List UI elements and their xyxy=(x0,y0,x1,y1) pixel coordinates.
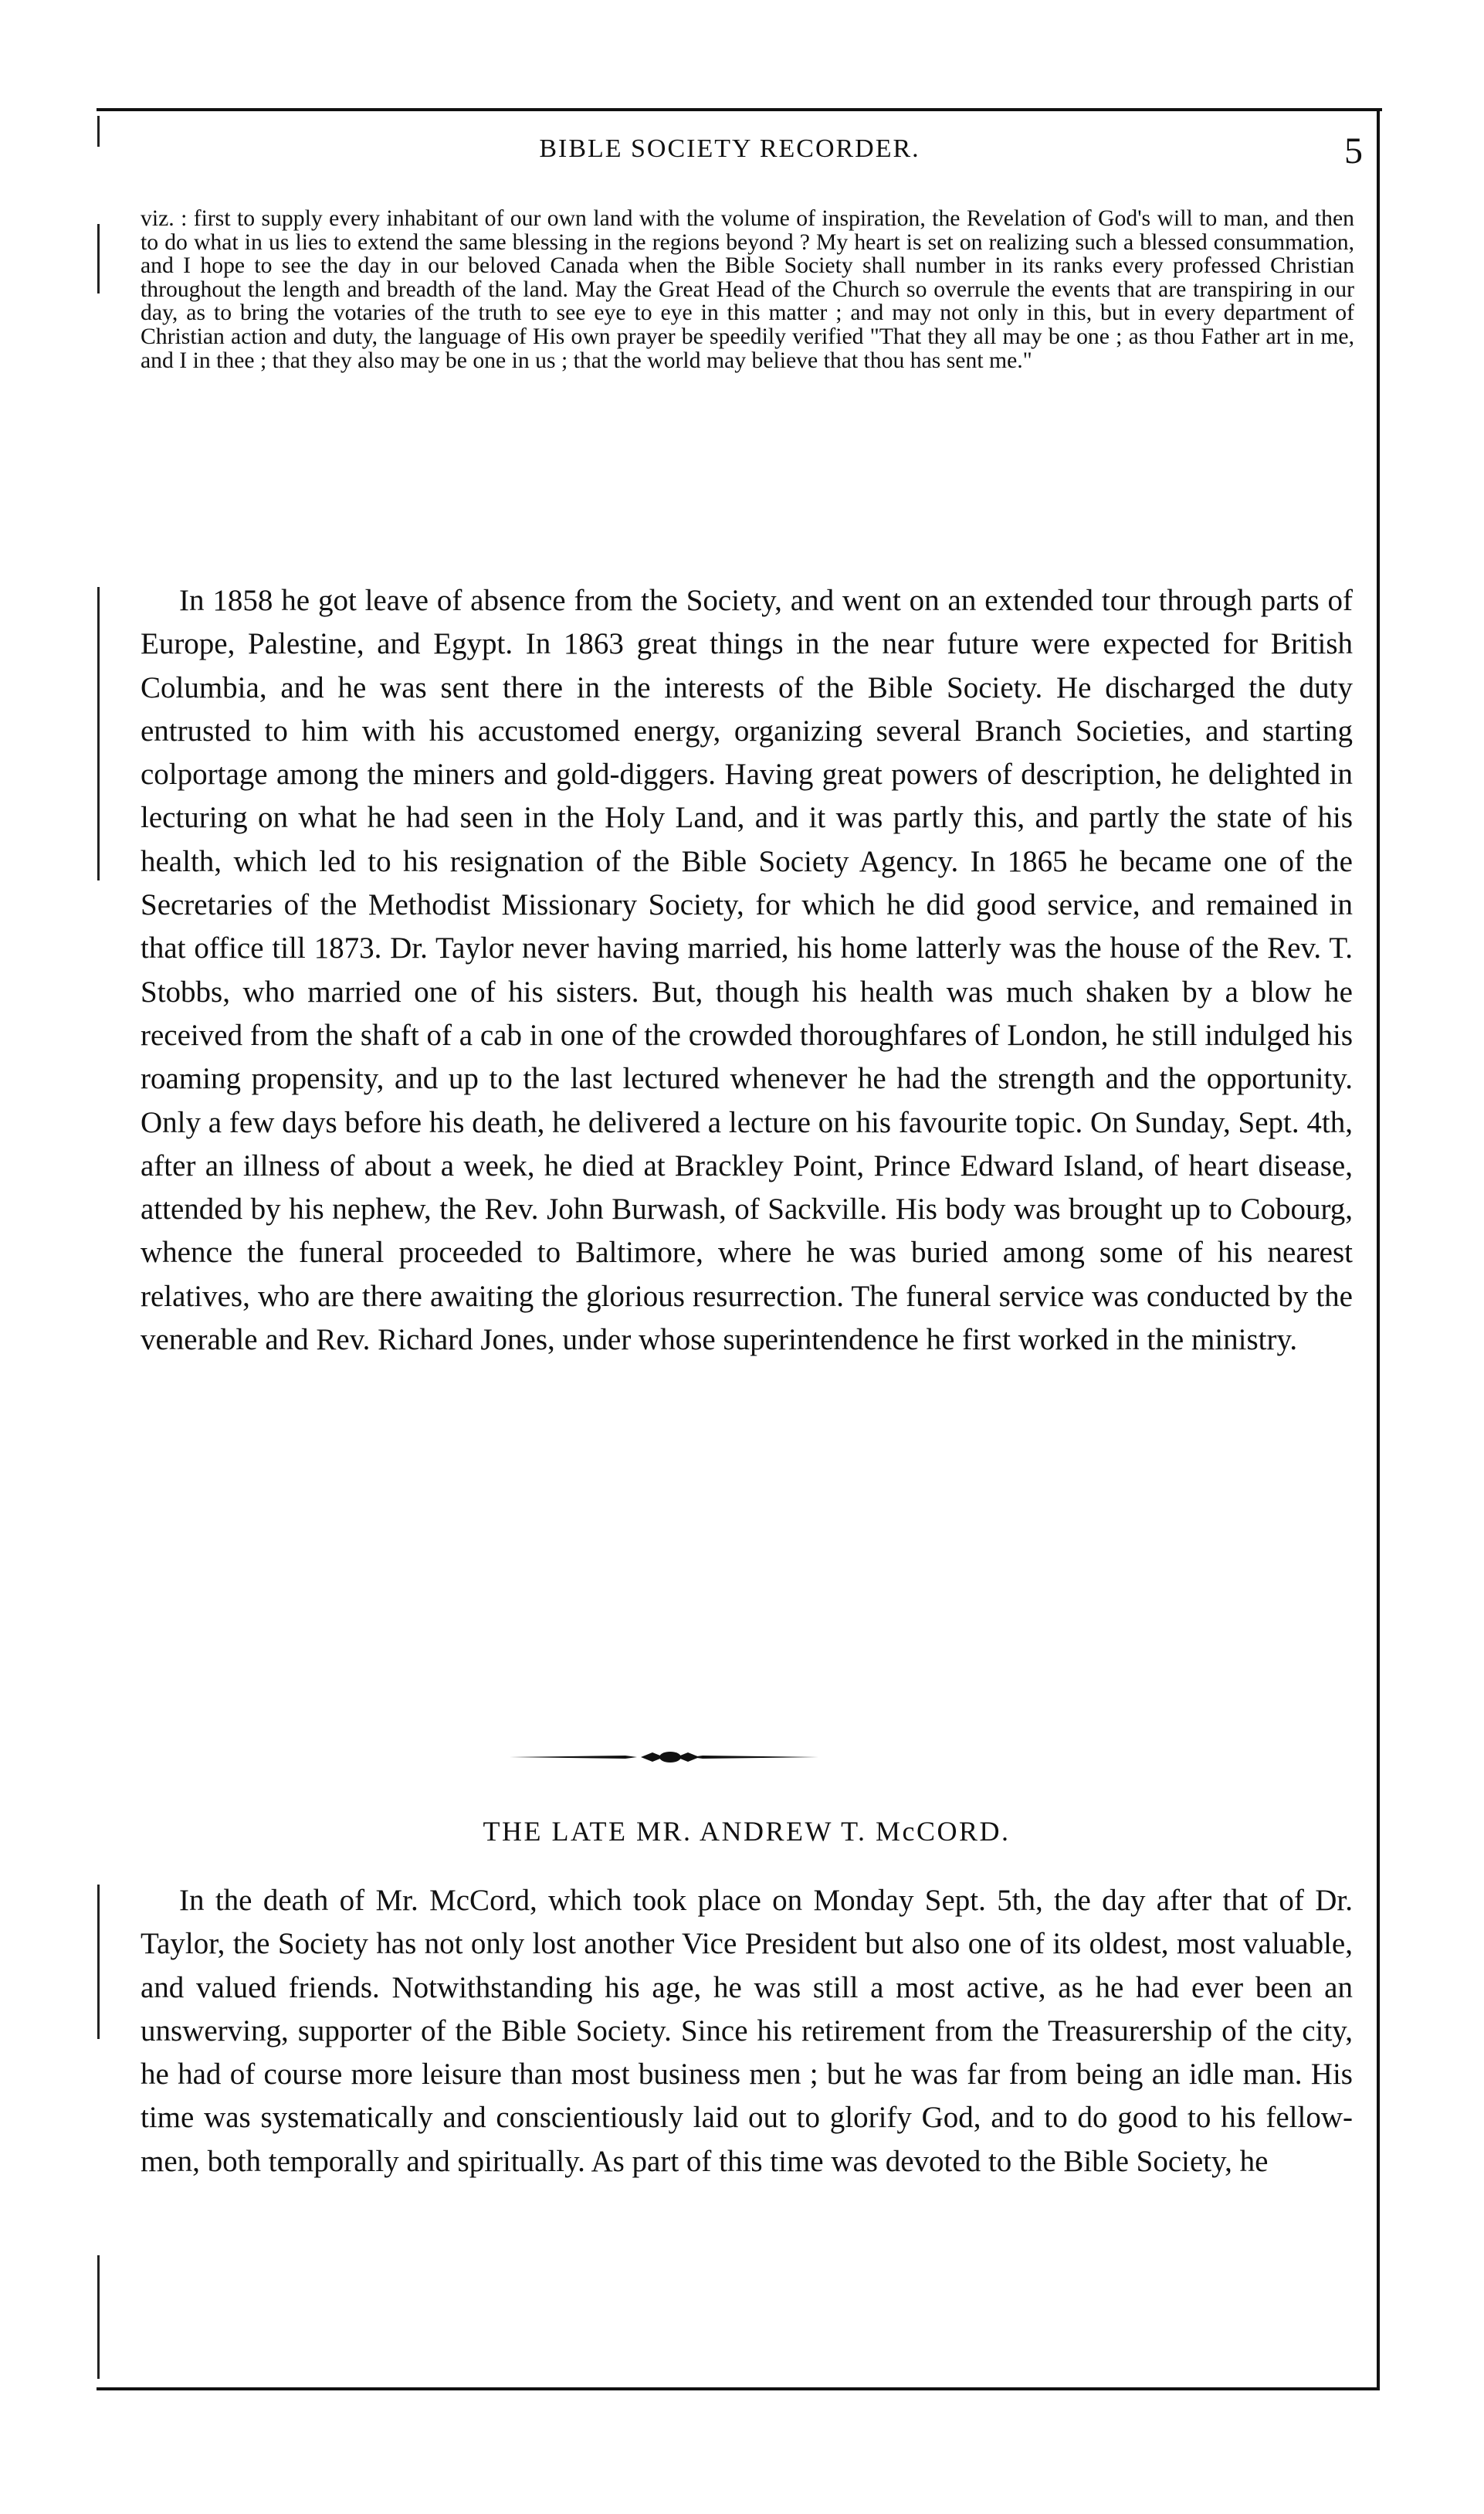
section-heading: THE LATE MR. ANDREW T. McCORD. xyxy=(483,1816,1011,1847)
left-edge-mark xyxy=(97,1885,100,2039)
mccord-article xyxy=(141,1879,1353,2183)
right-border-rule xyxy=(1377,108,1380,2390)
top-border-rule xyxy=(97,108,1382,111)
section-divider-ornament xyxy=(510,1748,818,1766)
mccord-paragraph: In the death of Mr. McCord, which took place on Monday Sept. 5th, the day after that of Dr. Taylor, the Society has not only lost another Vice President but also one of its oldest, most valuable, and valued friends. Notwithstanding his age, he was still a most active, as he had ever been an unswerving, supporter of the Bible Society. Since his retirement from the Treasurership of the city, he had of course more leisure than most business men ; but he was far from being an idle man. His time was systematically and conscientiously laid out to glorify God, and to do good to his fellow-men, both temporally and spiritually. As part of this time was devoted to the Bible Society, he xyxy=(141,1884,1353,2178)
page-header xyxy=(97,130,1363,176)
taylor-paragraph: In 1858 he got leave of absence from the Society, and went on an extended tour through parts of Europe, Palestine, and Egypt. In 1863 great things in the near future were expected for British Columbia, and he was sent there in the interests of the Bible Society. He discharged the duty entrusted to him with his accustomed energy, organizing several Branch Societies, and starting colportage among the miners and gold-diggers. Having great powers of description, he delighted in lecturing on what he had seen in the Holy Land, and it was partly this, and partly the state of his health, which led to his resignation of the Bible Society Agency. In 1865 he became one of the Secretaries of the Methodist Missionary Society, for which he did good service, and remained in that office till 1873. Dr. Taylor never having married, his home latterly was the house of the Rev. T. Stobbs, who married one of his sisters. But, though his health was much shaken by a blow he received from the shaft of a cab in one of the crowded thoroughfares of London, he still indulged his roaming propensity, and up to the last lectured whenever he had the strength and the opportunity. Only a few days before his death, he delivered a lecture on his favourite topic. On Sunday, Sept. 4th, after an illness of about a week, he died at Brackley Point, Prince Edward Island, of heart disease, attended by his nephew, the Rev. John Burwash, of Sackville. His body was brought up to Cobourg, whence the funeral proceeded to Baltimore, where he was buried among some of his nearest relatives, who are there awaiting the glorious resurrection. The funeral service was conducted by the venerable and Rev. Richard Jones, under whose superintendence he first worked in the ministry. xyxy=(141,584,1353,1357)
page-number: 5 xyxy=(1344,131,1363,171)
quoted-letter xyxy=(141,207,1354,372)
bottom-border-rule xyxy=(97,2387,1380,2390)
left-edge-mark xyxy=(97,224,100,293)
left-edge-mark xyxy=(97,587,100,880)
quoted-letter-text: viz. : first to supply every inhabitant of our own land with the volume of inspiration, the Revelation of God's will to man, and then to do what in us lies to extend the same blessing in the regions beyond ? My heart is set on realizing such a blessed consummation, and I hope to see the day in our beloved Canada when the Bible Society shall number in its ranks every professed Christian throughout the length and breadth of the land. May the Great Head of the Church so overrule the events that are transpiring in our day, as to bring the votaries of the truth to see eye to eye in this matter ; and may not only in this, but in every department of Christian action and duty, the language of His own prayer be speedily verified "That they all may be one ; as thou Father art in me, and I in thee ; that they also may be one in us ; that the world may believe that thou has sent me." xyxy=(141,206,1354,373)
left-edge-mark xyxy=(97,2255,100,2379)
taylor-article xyxy=(141,579,1353,1362)
running-head: BIBLE SOCIETY RECORDER. xyxy=(539,134,920,163)
